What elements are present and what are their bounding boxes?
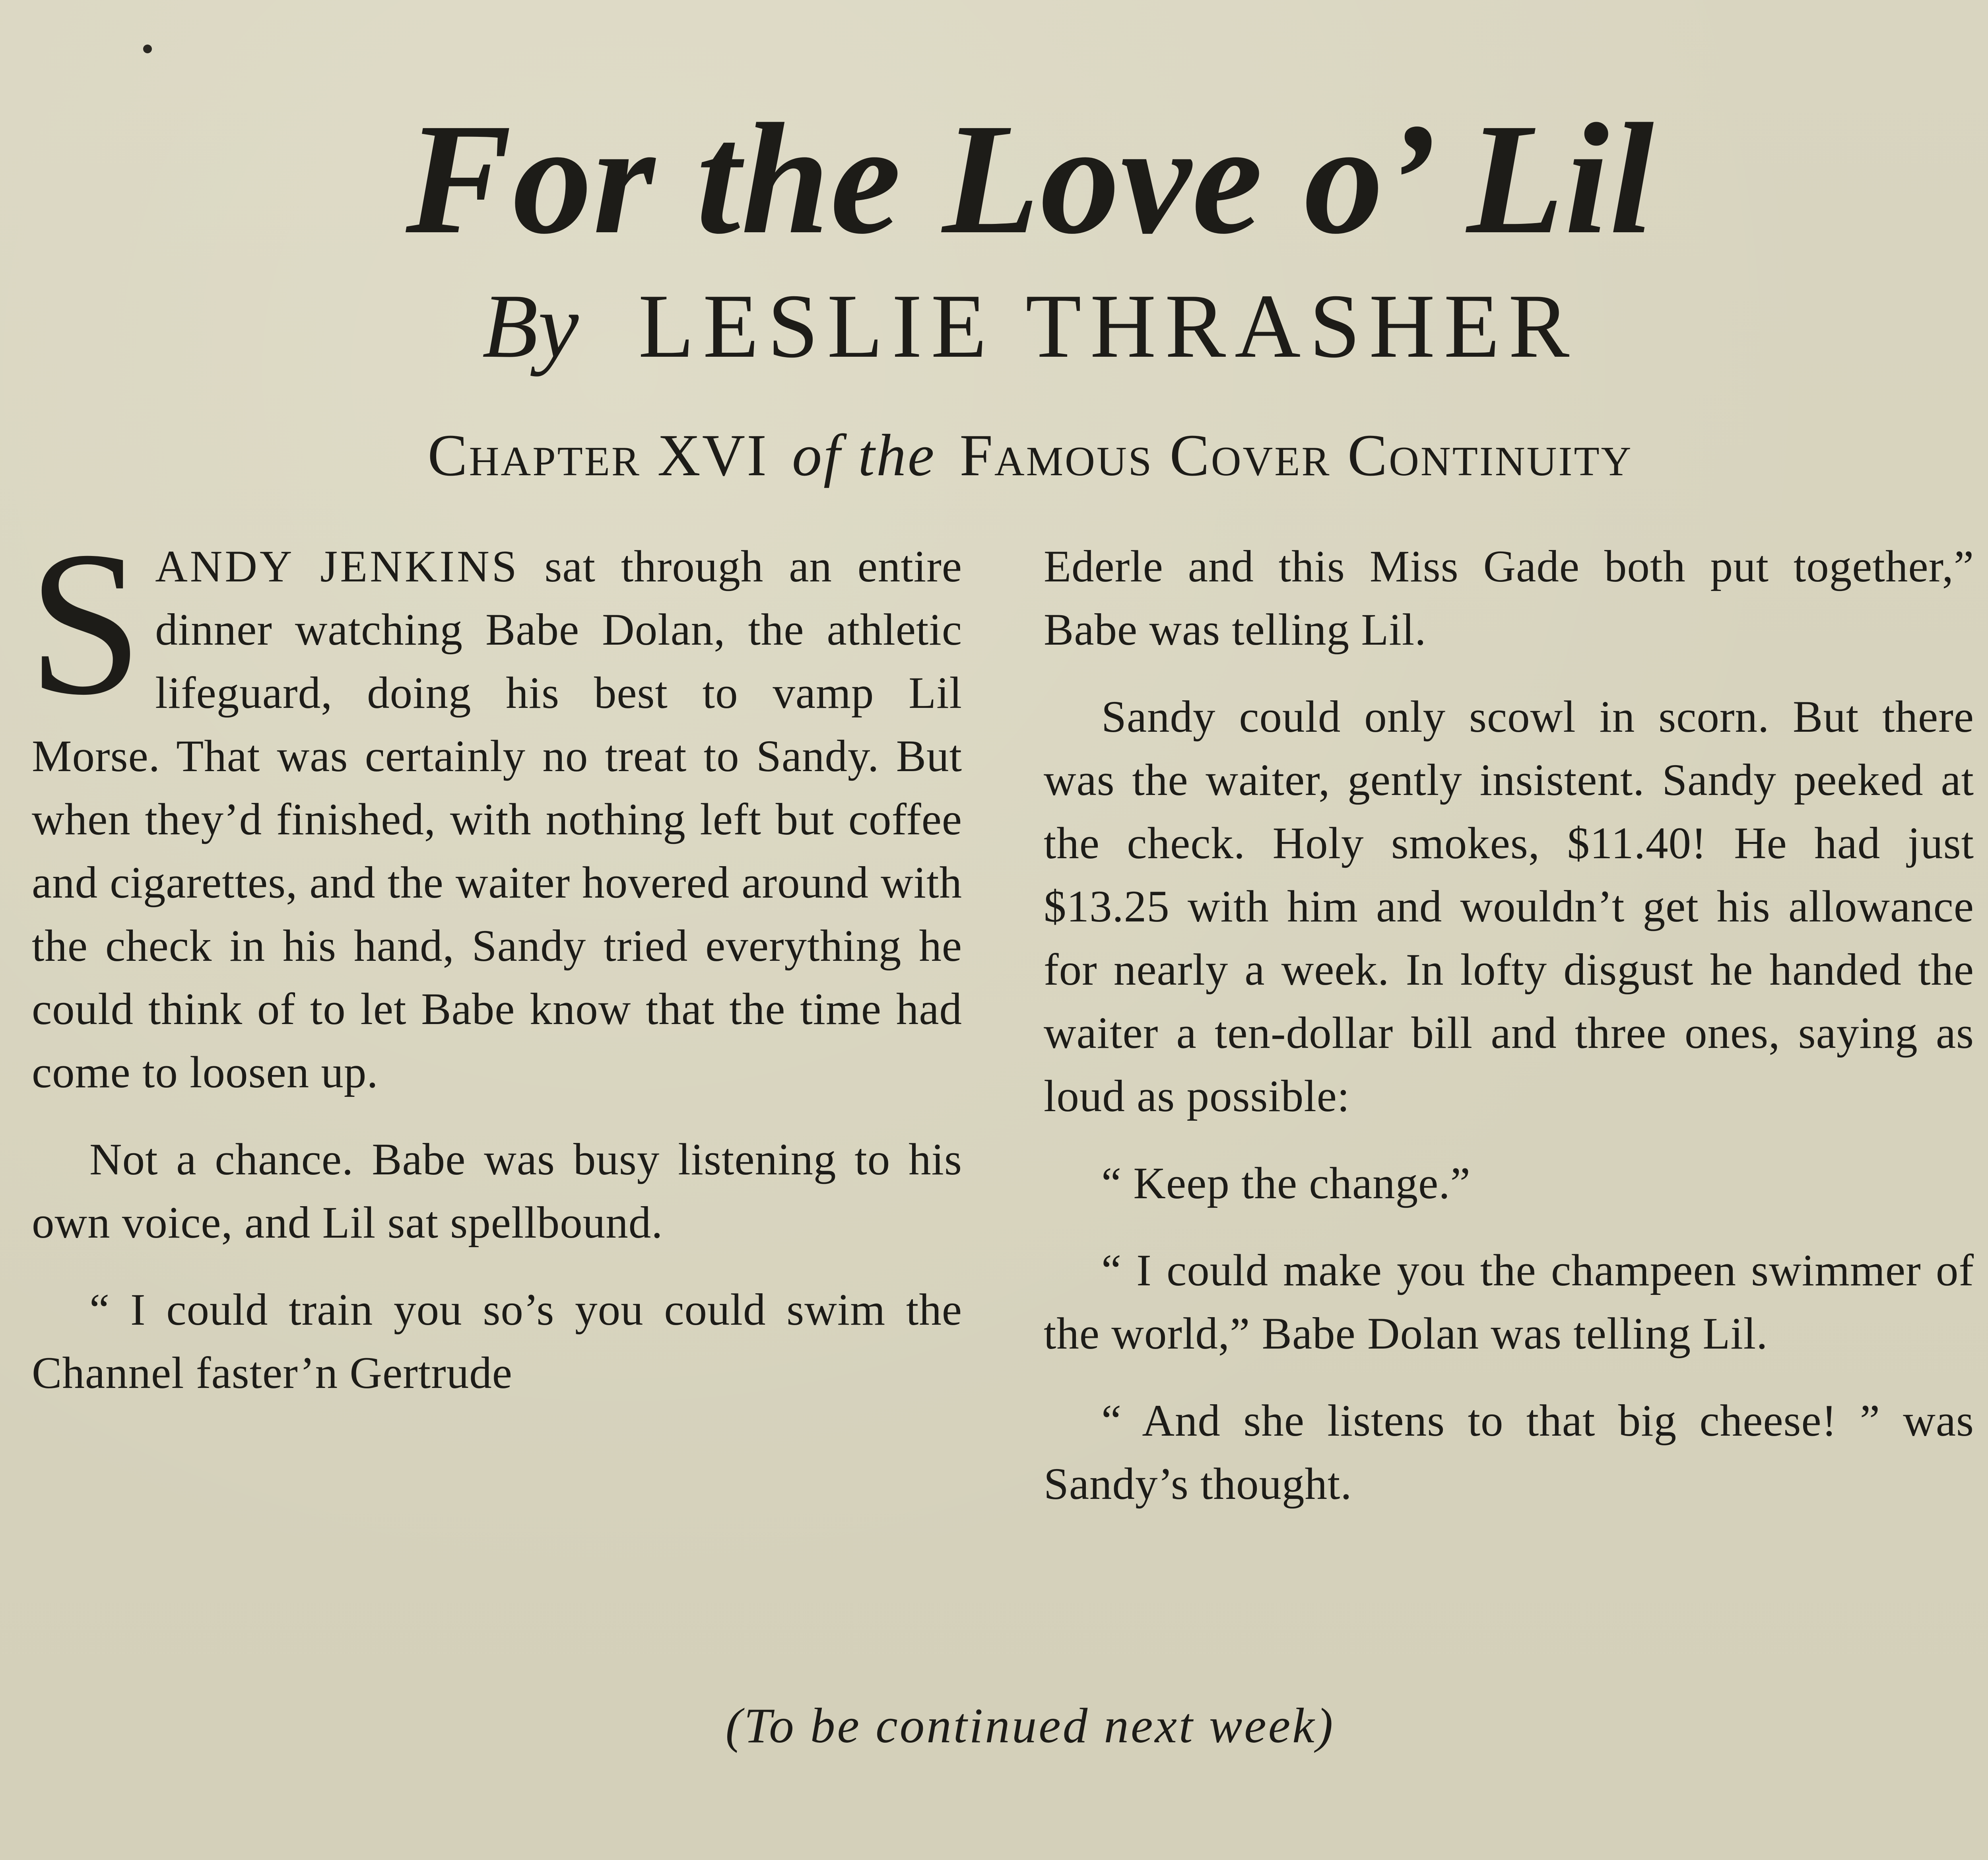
continued-note: (To be continued next week) [725, 1699, 1335, 1753]
lead-caps: ANDY JENKINS [155, 542, 519, 591]
column-left [28, 509, 962, 1429]
paragraph-6: “ I could make you the champeen swimmer of the world,” Babe Dolan was telling Lil. [1044, 1246, 1974, 1359]
chapter-subhead [0, 422, 1988, 489]
paragraph-3-part-1: “ I could train you so’s you could swim the Channel faster’n Gertrude [32, 1285, 962, 1398]
paragraph-1 [28, 509, 962, 1104]
byline-author: LESLIE THRASHER [638, 275, 1578, 377]
paragraph-1-text: sat through an entire dinner watching Babe Dolan, the athletic lifeguard, doing his best to vamp Lil Morse. That was certainly no treat to Sandy. But when they’d finished, with nothing left but coffee and cigarettes, and the waiter hovered around with the check in his hand, Sandy tried everything he could think of to let Babe know that the time had come to loosen up. [32, 542, 962, 1097]
paragraph-3-part-2: Ederle and this Miss Gade both put together,” Babe was telling Lil. [1044, 542, 1974, 655]
subhead-series: Famous Cover Continuity [959, 422, 1633, 488]
subhead-chapter: Chapter XVI [427, 422, 769, 488]
subhead-connector: of the [792, 422, 936, 488]
ink-speck [143, 45, 152, 53]
byline [0, 274, 1988, 378]
story-title: For the Love o’ Lil [406, 91, 1655, 267]
byline-by: By [482, 275, 579, 377]
paragraph-4: Sandy could only scowl in scorn. But there was the waiter, gently insistent. Sandy peeked at the check. Holy smokes, $11.40! He had just $13.25 with him and wouldn’t get his allowance for nearly a week. In lofty disgust he handed the waiter a ten-dollar bill and three ones, saying as loud as possible: [1044, 692, 1974, 1121]
drop-cap: S [28, 509, 144, 738]
column-right [1044, 535, 1974, 1539]
paragraph-5: “ Keep the change.” [1101, 1158, 1471, 1208]
paragraph-7: “ And she listens to that big cheese! ” was Sandy’s thought. [1044, 1396, 1974, 1509]
paragraph-2: Not a chance. Babe was busy listening to his own voice, and Lil sat spellbound. [32, 1135, 962, 1248]
